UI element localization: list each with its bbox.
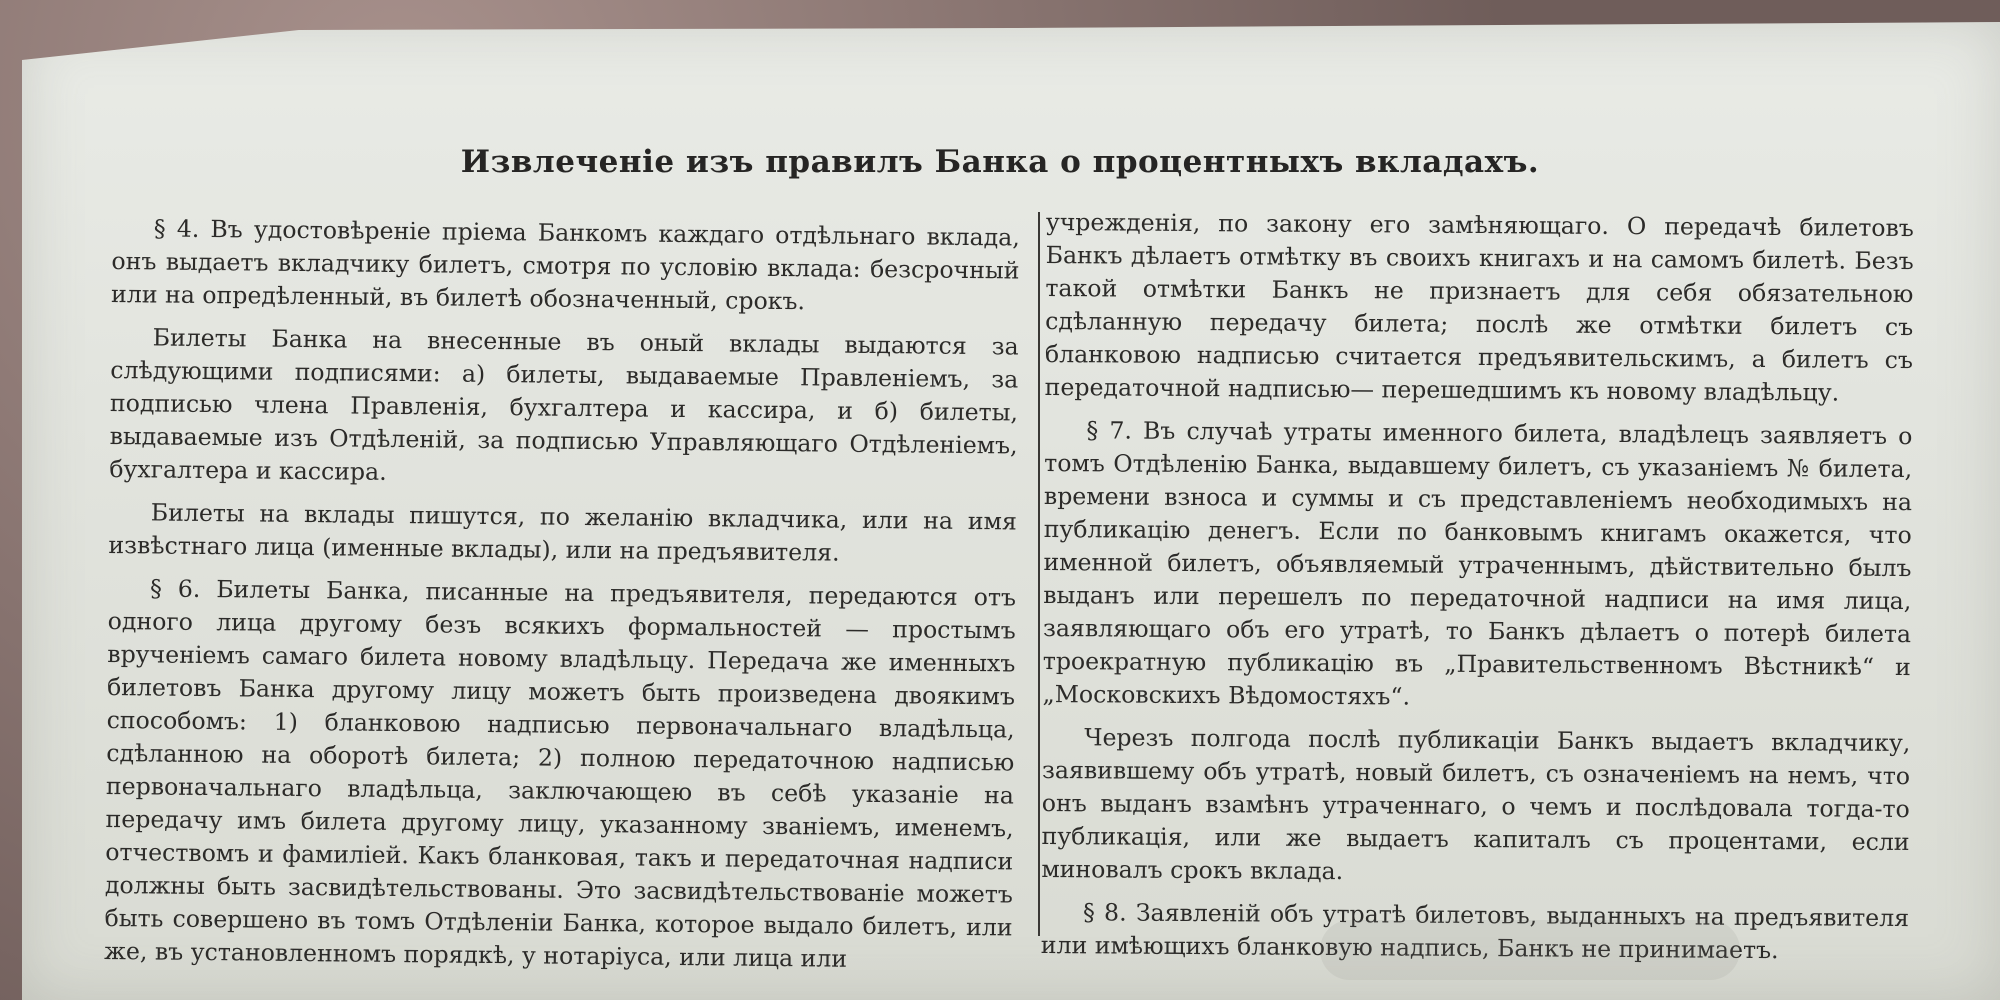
paragraph-section-7: § 7. Въ случаѣ утраты именного билета, владѣлецъ заявляетъ о томъ Отдѣленію Банка, выдавшему билетъ, съ указаніемъ № билета, времени взноса и суммы и съ представленіемъ необходимыхъ на публикацію денегъ. Если по банковымъ книгамъ окажется, что именной билетъ, объявляемый утраченнымъ, дѣйствительно былъ выданъ или перешелъ по передаточной надписи на имя лица, заявляющаго объ его утратѣ, то Банкъ дѣлаетъ о потерѣ билета троекратную публикацію въ „Правительственномъ Вѣстникѣ“ и „Московскихъ Вѣдомостяхъ“. <box>1042 416 1913 711</box>
paragraph-section-4: § 4. Въ удостовѣреніе пріема Банкомъ каждаго отдѣльнаго вклада, онъ выдаетъ вкладчику билетъ, смотря по условію вклада: безсрочный или на опредѣленный, въ билетѣ обозначенный, срокъ. <box>110 214 1020 316</box>
paragraph-reissue: Черезъ полгода послѣ публикаціи Банкъ выдаетъ вкладчику, заявившему объ утратѣ, новый билетъ, съ означеніемъ на немъ, что онъ выданъ взамѣнъ утраченнаго, о чемъ и послѣдовала тогда-то публикація, или же выдаетъ капиталъ съ процентами, если миновалъ срокъ вклада. <box>1041 723 1911 886</box>
faded-print-mark <box>1320 920 1740 980</box>
document-title: Извлеченіе изъ правилъ Банка о процентныхъ вкладахъ. <box>460 144 1540 180</box>
right-column <box>1041 206 1914 978</box>
paragraph-section-6-continuation: учрежденія, по закону его замѣняющаго. О передачѣ билетовъ Банкъ дѣлаетъ отмѣтку въ своихъ книгахъ и на самомъ билетѣ. Безъ такой отмѣтки Банкъ не признаетъ для себя обязательною сдѣланную передачу билета; послѣ же отмѣтки билетъ съ бланковою надписью считается предъявительскимъ, а билетъ съ передаточной надписью— перешедшимъ къ новому владѣльцу. <box>1044 207 1914 407</box>
paragraph-bearer-or-named: Билеты на вклады пишутся, по желанію вкладчика, или на имя извѣстнаго лица (именные вклады), или на предъявителя. <box>108 498 1017 567</box>
paragraph-section-6: § 6. Билеты Банка, писанные на предъявителя, передаются отъ одного лица другому безъ всякихъ формальностей — простымъ врученіемъ самаго билета новому владѣльцу. Передача же именныхъ билетовъ Банка другому лицу можетъ быть произведена двоякимъ способомъ: 1) бланковою надписью первоначальнаго владѣльца, сдѣланною на оборотѣ билета; 2) полною передаточною надписью первоначальнаго владѣльца, заключающею въ себѣ указаніе на передачу имъ билета другому лицу, указанному званіемъ, именемъ, отчествомъ и фамиліей. Какъ бланковая, такъ и передаточная надписи должны быть засвидѣтельствованы. Это засвидѣтельствованіе можетъ быть совершено въ томъ Отдѣленіи Банка, которое выдало билетъ, или же, въ установленномъ порядкѣ, у нотаріуса, или лица или <box>104 574 1017 973</box>
paragraph-section-8: § 8. Заявленій объ утратѣ билетовъ, выданныхъ на предъявителя или имѣющихъ бланковую надпись, Банкъ не принимаетъ. <box>1040 898 1910 965</box>
column-divider <box>1038 212 1040 936</box>
paragraph-signatures: Билеты Банка на внесенные въ оный вклады выдаются за слѣдующими подписями: а) билеты, выдаваемые Правленіемъ, за подписью члена Правленія, бухгалтера и кассира, и б) билеты, выдаваемые изъ Отдѣленій, за подписью Управляющаго Отдѣленіемъ, бухгалтера и кассира. <box>109 323 1019 486</box>
left-column <box>104 212 1020 987</box>
